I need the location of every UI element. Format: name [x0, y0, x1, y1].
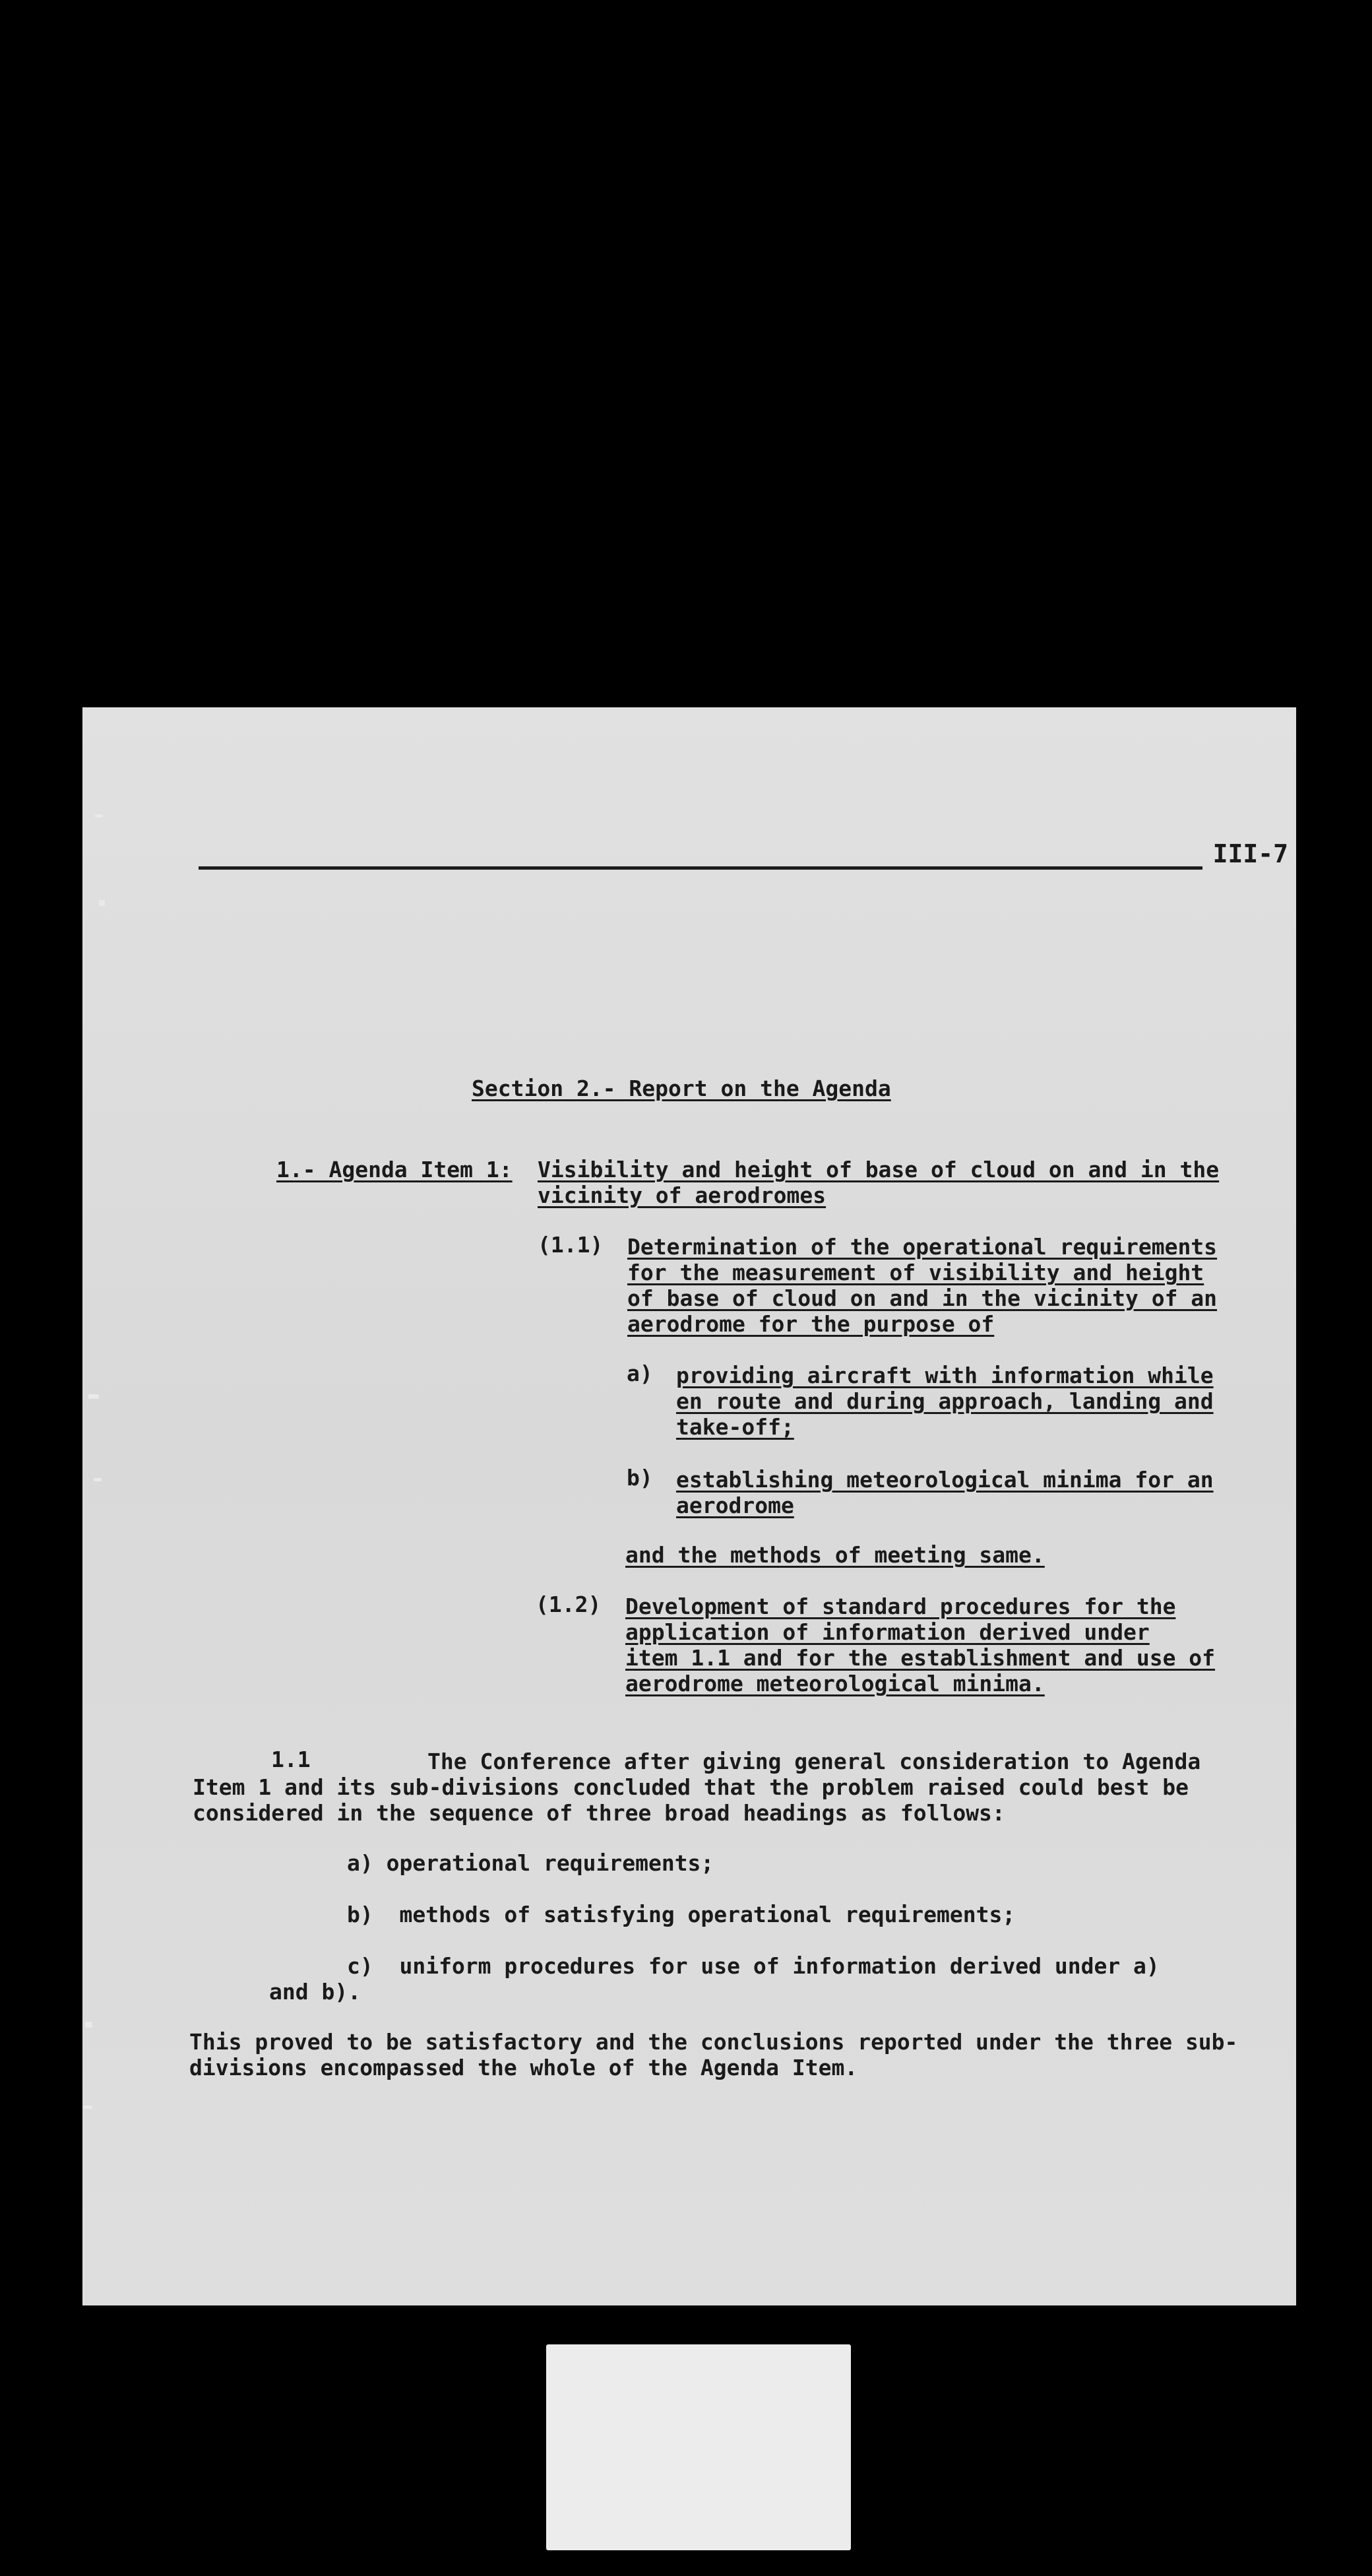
subitem-1-1-number: (1.1) — [538, 1232, 604, 1258]
paragraph-1-1-line-3: considered in the sequence of three broad headings as follows: — [193, 1800, 1005, 1826]
edge-mark — [85, 2022, 92, 2028]
subitem-1-1-a-line-3: take-off; — [676, 1414, 794, 1440]
closing-paragraph-line-1: This proved to be satisfactory and the conclusions reported under the three sub- — [189, 2029, 1238, 2055]
blank-tab — [546, 2344, 851, 2550]
subitem-1-1-b-line-2: aerodrome — [676, 1493, 794, 1518]
subitem-1-2-number: (1.2) — [536, 1592, 602, 1617]
subitem-1-1-line-2: for the measurement of visibility and height — [627, 1260, 1204, 1285]
subitem-1-1-a-line-2: en route and during approach, landing and — [676, 1388, 1214, 1414]
document-page — [82, 707, 1296, 2305]
subitem-1-1-a-line-1: providing aircraft with information while — [676, 1363, 1214, 1388]
subitem-1-1-line-3: of base of cloud on and in the vicinity of an — [627, 1285, 1218, 1311]
subitem-1-2-line-4: aerodrome meteorological minima. — [625, 1671, 1045, 1696]
subitem-1-1-a-label: a) — [627, 1361, 653, 1386]
subitem-1-1-line-1: Determination of the operational requirements — [627, 1234, 1218, 1260]
paragraph-1-1-number: 1.1 — [271, 1747, 311, 1772]
subitem-1-1-b-line-1: establishing meteorological minima for an — [676, 1467, 1214, 1493]
agenda-item-label: 1.- Agenda Item 1: — [276, 1157, 513, 1182]
list-item-b: b) methods of satisfying operational requirements; — [347, 1902, 1016, 1927]
header-rule — [199, 866, 1202, 870]
subitem-1-2-line-3: item 1.1 and for the establishment and use of — [625, 1645, 1216, 1671]
closing-paragraph-line-2: divisions encompassed the whole of the Agenda Item. — [189, 2055, 858, 2080]
agenda-item-title-line-1: Visibility and height of base of cloud on and in the — [538, 1157, 1220, 1182]
edge-mark — [88, 1394, 99, 1399]
subitem-1-1-line-4: aerodrome for the purpose of — [627, 1311, 995, 1337]
agenda-item-title-line-2: vicinity of aerodromes — [538, 1182, 826, 1208]
list-item-c-line-2: and b). — [269, 1979, 361, 2005]
paragraph-1-1-line-1: The Conference after giving general consideration to Agenda — [427, 1749, 1201, 1774]
edge-mark — [94, 1478, 102, 1481]
page-number: III-7 — [1212, 839, 1288, 868]
subitem-1-1-closing: and the methods of meeting same. — [625, 1542, 1045, 1568]
edge-mark — [95, 814, 103, 818]
edge-mark — [83, 2106, 92, 2109]
subitem-1-2-line-1: Development of standard procedures for the — [625, 1594, 1176, 1619]
paragraph-1-1-line-2: Item 1 and its sub-divisions concluded that the problem raised could best be — [193, 1774, 1189, 1800]
edge-mark — [99, 900, 105, 906]
section-title: Section 2.- Report on the Agenda — [472, 1076, 891, 1101]
list-item-c-line-1: c) uniform procedures for use of information derived under a) — [347, 1953, 1160, 1979]
list-item-a: a) operational requirements; — [347, 1850, 714, 1876]
subitem-1-2-line-2: application of information derived under — [625, 1619, 1150, 1645]
subitem-1-1-b-label: b) — [627, 1465, 653, 1491]
